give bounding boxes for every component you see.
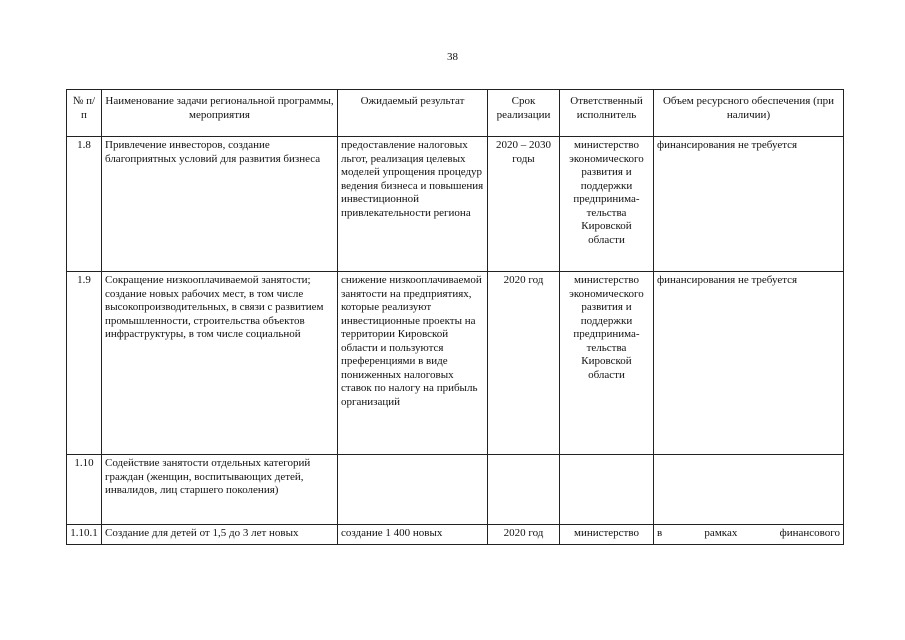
row-num: 1.10.1: [67, 525, 102, 545]
row-executor: министерство: [560, 525, 654, 545]
row-result: [338, 455, 488, 525]
row-executor: [560, 455, 654, 525]
header-task: Наименование задачи региональной программы, мероприятия: [102, 90, 338, 137]
table-row: [67, 272, 844, 455]
row-funding: финансирования не требуется: [654, 137, 844, 272]
table-row: [67, 455, 844, 525]
table-header-row: [67, 90, 844, 137]
table-row: [67, 525, 844, 545]
table-row: [67, 137, 844, 272]
row-funding: в рамках финансового: [654, 525, 844, 545]
row-period: [488, 455, 560, 525]
regional-program-table: [66, 89, 844, 545]
row-executor: министерство экономического развития и поддержки предпринима-тельства Кировской области: [560, 137, 654, 272]
header-executor: Ответственный исполнитель: [560, 90, 654, 137]
row-funding: [654, 455, 844, 525]
row-task: Привлечение инвесторов, создание благоприятных условий для развития бизнеса: [102, 137, 338, 272]
header-result: Ожидаемый результат: [338, 90, 488, 137]
row-result: создание 1 400 новых: [338, 525, 488, 545]
row-task: Содействие занятости отдельных категорий граждан (женщин, воспитывающих детей, инвалидов, лиц старшего поколения): [102, 455, 338, 525]
row-funding: финансирования не требуется: [654, 272, 844, 455]
row-period: 2020 – 2030 годы: [488, 137, 560, 272]
row-period: 2020 год: [488, 272, 560, 455]
row-num: 1.8: [67, 137, 102, 272]
row-period: 2020 год: [488, 525, 560, 545]
page-number: 38: [447, 51, 458, 63]
row-result: снижение низкооплачиваемой занятости на предприятиях, которые реализуют инвестиционные проекты на территории Кировской области и пользуются преференциями в виде пониженных налоговых ставок по налогу на прибыль организаций: [338, 272, 488, 455]
header-funding: Объем ресурсного обеспечения (при наличии): [654, 90, 844, 137]
row-task: Создание для детей от 1,5 до 3 лет новых: [102, 525, 338, 545]
header-period: Срок реализации: [488, 90, 560, 137]
row-num: 1.10: [67, 455, 102, 525]
row-num: 1.9: [67, 272, 102, 455]
row-task: Сокращение низкооплачиваемой занятости; создание новых рабочих мест, в том числе высокопроизводительных, в связи с развитием промышленности, строительства объектов инфраструктуры, в том числе социальной: [102, 272, 338, 455]
row-executor: министерство экономического развития и поддержки предпринима-тельства Кировской области: [560, 272, 654, 455]
row-result: предоставление налоговых льгот, реализация целевых моделей упрощения процедур ведения бизнеса и повышения инвестиционной привлекательности региона: [338, 137, 488, 272]
header-num: № п/п: [67, 90, 102, 137]
